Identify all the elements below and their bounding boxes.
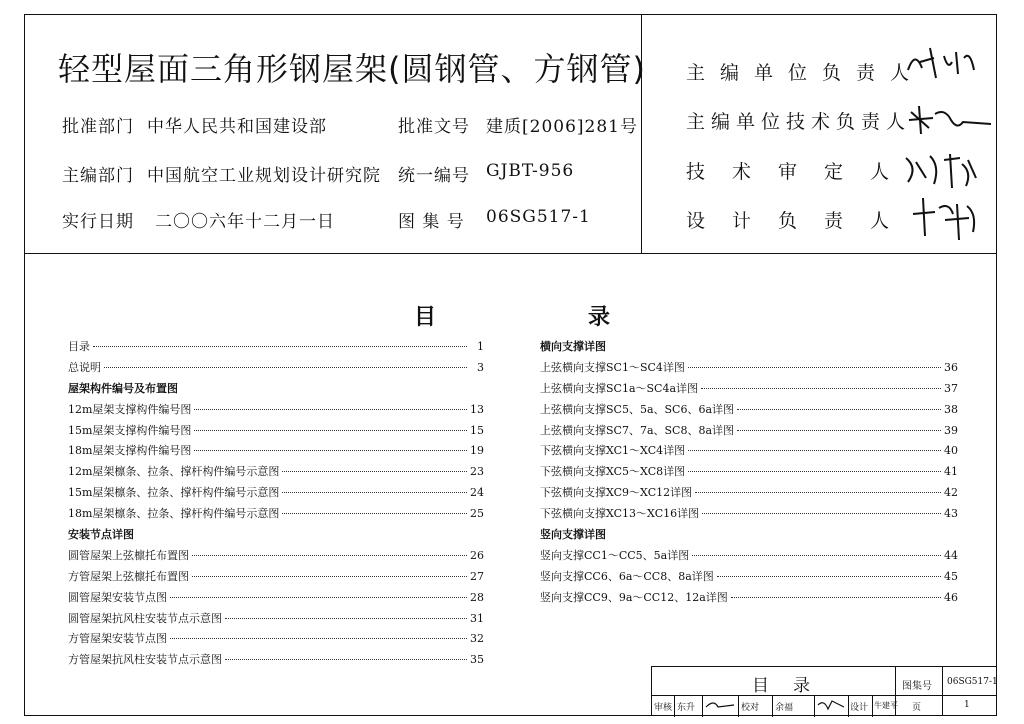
toc-entry (540, 483, 958, 504)
signature-design-lead (905, 192, 987, 244)
toc-leader-dots (192, 576, 467, 577)
toc-leader-dots (737, 430, 941, 431)
title-block-reviewer: 东升 (677, 703, 696, 713)
toc-entry-page: 25 (470, 507, 484, 521)
toc-title-left: 目 (414, 305, 437, 330)
editing-dept-label: 主编部门 (62, 166, 134, 186)
toc-entry (540, 462, 958, 483)
approving-dept: 中华人民共和国建设部 (147, 117, 327, 137)
signature-chief-editor (900, 40, 980, 86)
title-block-checker-signature (816, 697, 846, 713)
toc-entry (540, 400, 958, 421)
toc-section-label: 安装节点详图 (68, 528, 134, 542)
toc-entry-page: 31 (470, 611, 484, 625)
role-design-lead: 设计负责人 (686, 210, 917, 232)
toc-entry (68, 567, 484, 588)
toc-section-heading (68, 379, 484, 400)
toc-entry (68, 358, 484, 379)
toc-entry (540, 441, 958, 462)
toc-entry-label: 上弦横向支撑SC5、5a、SC6、6a详图 (540, 402, 735, 416)
toc-leader-dots (695, 492, 941, 493)
toc-leader-dots (737, 409, 941, 410)
toc-entry-page: 39 (944, 423, 958, 437)
toc-title-right: 录 (588, 305, 611, 330)
toc-leader-dots (701, 388, 941, 389)
toc-leader-dots (104, 367, 467, 368)
toc-entry-page: 44 (944, 548, 958, 562)
toc-leader-dots (194, 409, 467, 410)
toc-section-label: 屋架构件编号及布置图 (68, 381, 178, 395)
toc-entry-label: 12m屋架支撑构件编号图 (68, 402, 192, 416)
toc-entry-label: 方管屋架上弦檩托布置图 (68, 569, 189, 583)
toc-leader-dots (702, 513, 941, 514)
toc-leader-dots (170, 597, 467, 598)
toc-entry (68, 462, 484, 483)
toc-entry (540, 588, 958, 609)
toc-entry (68, 588, 484, 609)
toc-entry-page: 37 (944, 381, 958, 395)
atlas-title: 轻型屋面三角形钢屋架(圆钢管、方钢管) (58, 50, 646, 88)
toc-entry (540, 546, 958, 567)
toc-entry-label: 竖向支撑CC1～CC5、5a详图 (540, 548, 690, 562)
signature-chief-tech (905, 100, 995, 140)
toc-entry (68, 546, 484, 567)
toc-entry-page: 36 (944, 360, 958, 374)
title-block-reviewer-signature (704, 697, 736, 713)
toc-entry-page: 43 (944, 507, 958, 521)
toc-section-heading (68, 525, 484, 546)
toc-entry-page: 32 (470, 632, 484, 646)
toc-leader-dots (282, 513, 467, 514)
toc-leader-dots (194, 430, 467, 431)
toc-entry-label: 圆管屋架抗风柱安装节点示意图 (68, 611, 222, 625)
toc-entry-page: 24 (470, 486, 484, 500)
toc-entry-page: 19 (470, 444, 484, 458)
toc-leader-dots (93, 346, 467, 347)
toc-entry-label: 目录 (68, 340, 90, 353)
toc-entry (68, 483, 484, 504)
toc-entry-label: 圆管屋架安装节点图 (68, 590, 167, 604)
toc-entry-label: 竖向支撑CC9、9a～CC12、12a详图 (540, 590, 728, 604)
toc-entry-page: 35 (470, 653, 484, 667)
approval-doc: 建质[2006]281号 (486, 117, 638, 137)
toc-section-label: 横向支撑详图 (540, 340, 606, 353)
toc-entry-label: 18m屋架檩条、拉条、撑杆构件编号示意图 (68, 507, 280, 521)
role-tech-reviewer: 技术审定人 (686, 161, 917, 183)
toc-entry-label: 下弦横向支撑XC5～XC8详图 (540, 465, 686, 479)
title-block-reviewed-label: 审核 (654, 703, 673, 713)
atlas-no: 06SG517-1 (486, 207, 591, 227)
toc-entry-page: 3 (477, 360, 484, 374)
unified-no: GJBT-956 (486, 161, 575, 181)
toc-entry (68, 609, 484, 630)
toc-entry-label: 下弦横向支撑XC1～XC4详图 (540, 444, 686, 458)
toc-leader-dots (225, 618, 467, 619)
toc-entry-label: 15m屋架檩条、拉条、撑杆构件编号示意图 (68, 486, 280, 500)
effective-date-label: 实行日期 (62, 212, 134, 232)
title-block (651, 666, 997, 716)
toc-entry-page: 15 (470, 423, 484, 437)
toc-entry-label: 竖向支撑CC6、6a～CC8、8a详图 (540, 569, 714, 583)
toc-leader-dots (282, 471, 467, 472)
title-block-checker: 余福 (775, 703, 794, 713)
toc-entry-page: 40 (944, 444, 958, 458)
toc-entry-page: 45 (944, 569, 958, 583)
toc-entry-label: 下弦横向支撑XC9～XC12详图 (540, 486, 693, 500)
toc-leader-dots (717, 576, 941, 577)
atlas-no-label: 图 集 号 (398, 212, 465, 232)
title-block-checked-label: 校对 (741, 703, 760, 713)
title-block-title: 目录 (752, 676, 834, 696)
toc-entry-label: 上弦横向支撑SC1a～SC4a详图 (540, 381, 699, 395)
toc-entry (68, 421, 484, 442)
toc-entry-page: 42 (944, 486, 958, 500)
toc-entry (68, 400, 484, 421)
toc-entry (540, 421, 958, 442)
toc-entry-page: 28 (470, 590, 484, 604)
toc-leader-dots (688, 367, 941, 368)
approval-doc-label: 批准文号 (398, 117, 470, 137)
toc-entry (540, 504, 958, 525)
toc-leader-dots (170, 638, 467, 639)
toc-leader-dots (692, 555, 941, 556)
toc-section-heading (540, 337, 958, 358)
unified-no-label: 统一编号 (398, 166, 470, 186)
toc-entry-label: 上弦横向支撑SC7、7a、SC8、8a详图 (540, 423, 735, 437)
approving-dept-label: 批准部门 (62, 117, 134, 137)
toc-entry-page: 46 (944, 590, 958, 604)
editing-dept: 中国航空工业规划设计研究院 (147, 166, 381, 186)
toc-entry-label: 12m屋架檩条、拉条、撑杆构件编号示意图 (68, 465, 280, 479)
toc-entry-label: 方管屋架抗风柱安装节点示意图 (68, 653, 222, 667)
toc-section-heading (540, 525, 958, 546)
toc-entry-label: 总说明 (68, 360, 101, 374)
title-block-designed-label: 设计 (850, 703, 869, 713)
toc-entry-label: 下弦横向支撑XC13～XC16详图 (540, 507, 700, 521)
toc-entry-label: 上弦横向支撑SC1～SC4详图 (540, 360, 685, 374)
toc-entry-page: 27 (470, 569, 484, 583)
toc-leader-dots (282, 492, 467, 493)
toc-entry (68, 629, 484, 650)
toc-entry-page: 38 (944, 402, 958, 416)
toc-entry-page: 13 (470, 402, 484, 416)
toc-leader-dots (194, 450, 467, 451)
toc-leader-dots (225, 659, 467, 660)
toc-entry-page: 26 (470, 548, 484, 562)
header-divider (24, 253, 997, 254)
role-chief-editor: 主编单位负责人 (686, 62, 925, 84)
toc-leader-dots (731, 597, 941, 598)
toc-entry-label: 圆管屋架上弦檩托布置图 (68, 548, 189, 562)
toc-entry (68, 337, 484, 358)
toc-entry (540, 358, 958, 379)
title-block-page-label: 页 (912, 703, 922, 713)
toc-entry-label: 方管屋架安装节点图 (68, 632, 167, 646)
toc-entry-label: 18m屋架支撑构件编号图 (68, 444, 192, 458)
toc-leader-dots (192, 555, 467, 556)
effective-date: 二〇〇六年十二月一日 (155, 212, 335, 232)
toc-right-column (540, 337, 958, 609)
toc-leader-dots (688, 471, 941, 472)
toc-entry-label: 15m屋架支撑构件编号图 (68, 423, 192, 437)
toc-entry (68, 650, 484, 671)
toc-entry (540, 379, 958, 400)
toc-entry-page: 1 (477, 340, 484, 353)
title-block-designer: 牛建平 (874, 701, 898, 710)
role-chief-tech: 主编单位技术负责人 (686, 111, 912, 133)
toc-entry (68, 504, 484, 525)
toc-left-column (68, 337, 484, 671)
toc-entry-page: 41 (944, 465, 958, 479)
toc-entry (68, 441, 484, 462)
toc-section-label: 竖向支撑详图 (540, 528, 606, 542)
title-block-atlas-label: 图集号 (902, 681, 932, 692)
toc-entry (540, 567, 958, 588)
title-block-atlas-no: 06SG517-1 (947, 677, 998, 687)
toc-entry-page: 23 (470, 465, 484, 479)
title-block-page: 1 (964, 700, 970, 710)
toc-leader-dots (688, 450, 941, 451)
signature-tech-reviewer (900, 148, 980, 194)
